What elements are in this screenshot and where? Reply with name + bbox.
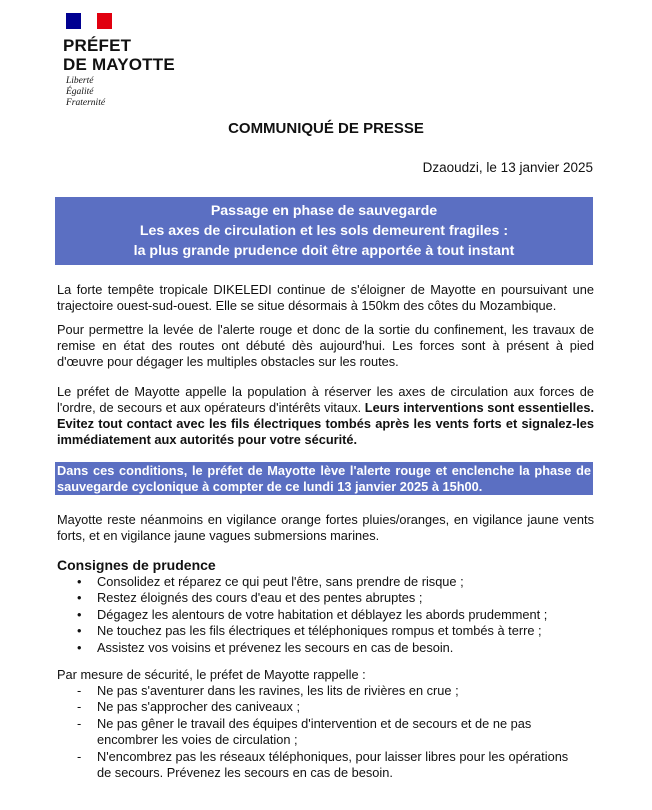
list-item: • Assistez vos voisins et prévenez les secours en cas de besoin.	[57, 640, 597, 656]
flag-blue-band	[66, 13, 81, 29]
republic-motto	[66, 76, 105, 109]
list-item: - N'encombrez pas les réseaux téléphoniques, pour laisser libres pour les opérations de secours. Prévenez les secours en cas de besoin.	[57, 749, 577, 782]
flag-red-band	[97, 13, 112, 29]
alert-lift-highlight: Dans ces conditions, le préfet de Mayotte lève l'alerte rouge et enclenche la phase de sauvegarde cyclonique à compter de ce lundi 13 janvier 2025 à 15h00.	[57, 463, 591, 494]
paragraph-storm-status: La forte tempête tropicale DIKELEDI continue de s'éloigner de Mayotte en poursuivant une trajectoire ouest-sud-ouest. Elle se situe désormais à 150km des côtes du Mozambique.	[57, 282, 594, 313]
list-item: - Ne pas s'approcher des caniveaux ;	[57, 699, 577, 715]
consignes-heading: Consignes de prudence	[57, 557, 216, 573]
banner-line-2: Les axes de circulation et les sols demeurent fragiles :	[139, 223, 509, 239]
list-item: • Restez éloignés des cours d'eau et des pentes abruptes ;	[57, 590, 597, 606]
rappel-intro: Par mesure de sécurité, le préfet de Mayotte rappelle :	[57, 667, 366, 682]
paragraph-vigilance: Mayotte reste néanmoins en vigilance orange fortes pluies/oranges, en vigilance jaune vents forts, et en vigilance jaune vagues submersions marines.	[57, 512, 594, 543]
consignes-list	[57, 574, 597, 656]
headline-banner	[55, 197, 593, 265]
list-item: - Ne pas gêner le travail des équipes d'intervention et de secours et de ne pas encombrer les voies de circulation ;	[57, 716, 577, 749]
paragraph-road-reservation-normal: Le préfet de Mayotte appelle la population à réserver les axes de circulation aux forces de l'ordre, de secours et aux opérateurs d'intérêts vitaux.	[57, 384, 594, 415]
paragraph-road-reservation	[57, 384, 594, 448]
motto-egalite: Égalité	[66, 87, 94, 97]
banner-line-1: Passage en phase de sauvegarde	[210, 203, 438, 219]
paragraph-road-works: Pour permettre la levée de l'alerte rouge et donc de la sortie du confinement, les travaux de remise en état des routes ont débuté dès aujourd'hui. Les forces sont à présent à pied d'œuvre pour dégager les multiples obstacles sur les routes.	[57, 322, 594, 369]
prefet-line-1: PRÉFET	[63, 36, 132, 55]
flag-white-band	[81, 13, 96, 29]
prefecture-name	[63, 36, 175, 74]
motto-liberte: Liberté	[66, 76, 94, 86]
republic-flag-logo	[66, 13, 112, 29]
document-title: COMMUNIQUÉ DE PRESSE	[228, 120, 424, 137]
banner-line-3: la plus grande prudence doit être apportée à tout instant	[133, 243, 515, 259]
paragraph-road-reservation-bold: Leurs interventions sont essentielles. Evitez tout contact avec les fils électriques tombés après les vents forts et signalez-les immédiatement aux autorités pour votre sécurité.	[57, 400, 594, 447]
list-item: • Dégagez les alentours de votre habitation et déblayez les abords prudemment ;	[57, 607, 597, 623]
motto-fraternite: Fraternité	[66, 98, 106, 108]
list-item: • Consolidez et réparez ce qui peut l'être, sans prendre de risque ;	[57, 574, 597, 590]
list-item: • Ne touchez pas les fils électriques et téléphoniques rompus et tombés à terre ;	[57, 623, 597, 639]
prefet-line-2: DE MAYOTTE	[63, 55, 175, 74]
rappel-list	[57, 683, 577, 781]
list-item: - Ne pas s'aventurer dans les ravines, les lits de rivières en crue ;	[57, 683, 577, 699]
document-date: Dzaoudzi, le 13 janvier 2025	[422, 160, 593, 175]
